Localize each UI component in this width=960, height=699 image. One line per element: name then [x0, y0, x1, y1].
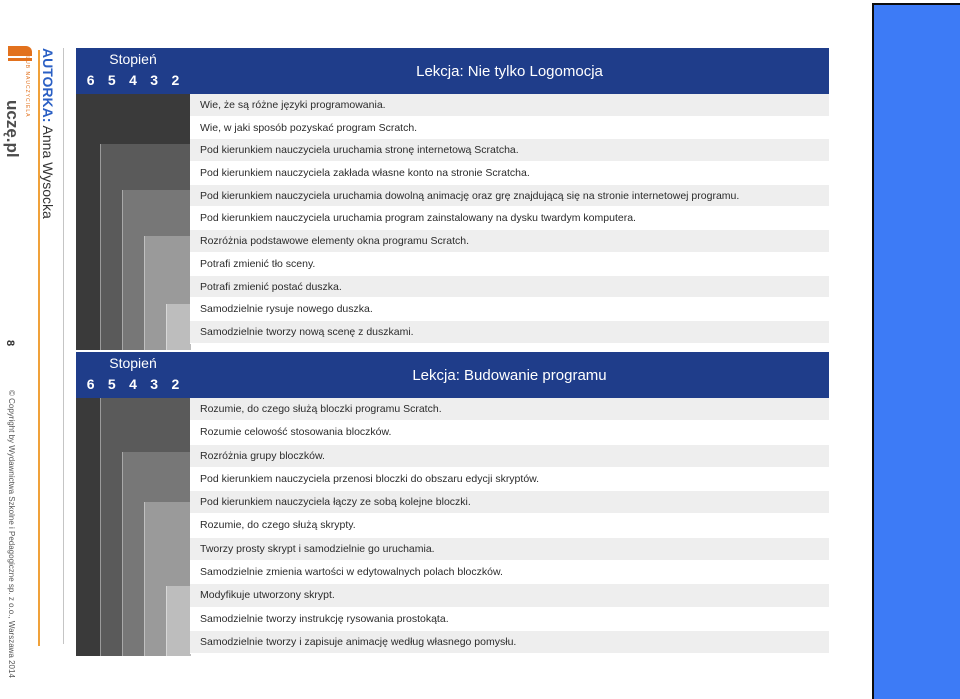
criteria-list [190, 398, 829, 654]
logo-text: uczę.pl [3, 100, 22, 158]
step-title: Stopień [109, 355, 157, 371]
margin-rule [63, 48, 64, 644]
list-item: Modyfikuje utworzony skrypt. [190, 584, 829, 607]
list-item: Rozumie, do czego służą bloczki programu Scratch. [190, 398, 829, 421]
step-numbers [76, 72, 190, 88]
section-budowanie [76, 352, 829, 656]
list-item: Potrafi zmienić postać duszka. [190, 276, 829, 299]
list-item: Rozumie celowość stosowania bloczków. [190, 421, 829, 444]
list-item: Rozumie, do czego służą skrypty. [190, 514, 829, 537]
step-5: 5 [107, 376, 116, 392]
list-item: Samodzielnie tworzy i zapisuje animację według własnego pomysłu. [190, 631, 829, 654]
steps-column [76, 48, 190, 350]
list-item: Pod kierunkiem nauczyciela łączy ze sobą kolejne bloczki. [190, 491, 829, 514]
list-item: Pod kierunkiem nauczyciela uruchamia stronę internetową Scratcha. [190, 139, 829, 162]
lesson-title: Lekcja: Nie tylko Logomocja [190, 48, 829, 94]
step-header [76, 352, 190, 398]
page-number: 8 [4, 340, 16, 347]
criteria-list [190, 94, 829, 344]
list-item: Potrafi zmienić tło sceny. [190, 253, 829, 276]
list-item: Rozróżnia podstawowe elementy okna programu Scratch. [190, 230, 829, 253]
step-2: 2 [171, 376, 180, 392]
list-item: Pod kierunkiem nauczyciela zakłada własne konto na stronie Scratcha. [190, 162, 829, 185]
list-item: Samodzielnie tworzy nową scenę z duszkami. [190, 321, 829, 344]
list-item: Rozróżnia grupy bloczków. [190, 445, 829, 468]
list-item: Wie, w jaki sposób pozyskać program Scratch. [190, 117, 829, 140]
step-2: 2 [171, 72, 180, 88]
stair-2 [166, 304, 191, 350]
list-item: Pod kierunkiem nauczyciela przenosi bloczki do obszaru edycji skryptów. [190, 468, 829, 491]
step-4: 4 [129, 376, 137, 392]
author-label: AUTORKA: [40, 48, 56, 123]
list-item: Samodzielnie tworzy instrukcję rysowania prostokąta. [190, 608, 829, 631]
step-4: 4 [129, 72, 137, 88]
list-item: Samodzielnie rysuje nowego duszka. [190, 298, 829, 321]
step-3: 3 [150, 376, 159, 392]
step-title: Stopień [109, 51, 157, 67]
author-line [40, 48, 56, 219]
step-5: 5 [107, 72, 116, 88]
list-item: Tworzy prosty skrypt i samodzielnie go uruchamia. [190, 538, 829, 561]
step-6: 6 [86, 72, 95, 88]
step-header [76, 48, 190, 94]
list-item: Wie, że są różne języki programowania. [190, 94, 829, 117]
list-item: Pod kierunkiem nauczyciela uruchamia program zainstalowany na dysku twardym komputera. [190, 207, 829, 230]
list-item: Samodzielnie zmienia wartości w edytowalnych polach bloczków. [190, 561, 829, 584]
step-3: 3 [150, 72, 159, 88]
lesson-title: Lekcja: Budowanie programu [190, 352, 829, 398]
author-name: Anna Wysocka [40, 125, 56, 219]
list-item: Pod kierunkiem nauczyciela uruchamia dowolną animację oraz grę znajdującą się na stronie internetowej programu. [190, 185, 829, 208]
step-numbers [76, 376, 190, 392]
step-6: 6 [86, 376, 95, 392]
section-logomocja [76, 48, 829, 350]
steps-column [76, 352, 190, 656]
logo-subtitle: KLUB NAUCZYCIELA [24, 52, 30, 118]
stair-2 [166, 586, 191, 656]
copyright-text: © Copyright by Wydawnictwa Szkolne i Pedagogiczne sp. z o.o., Warszawa 2014 [7, 390, 16, 678]
right-blue-strip [872, 3, 960, 699]
